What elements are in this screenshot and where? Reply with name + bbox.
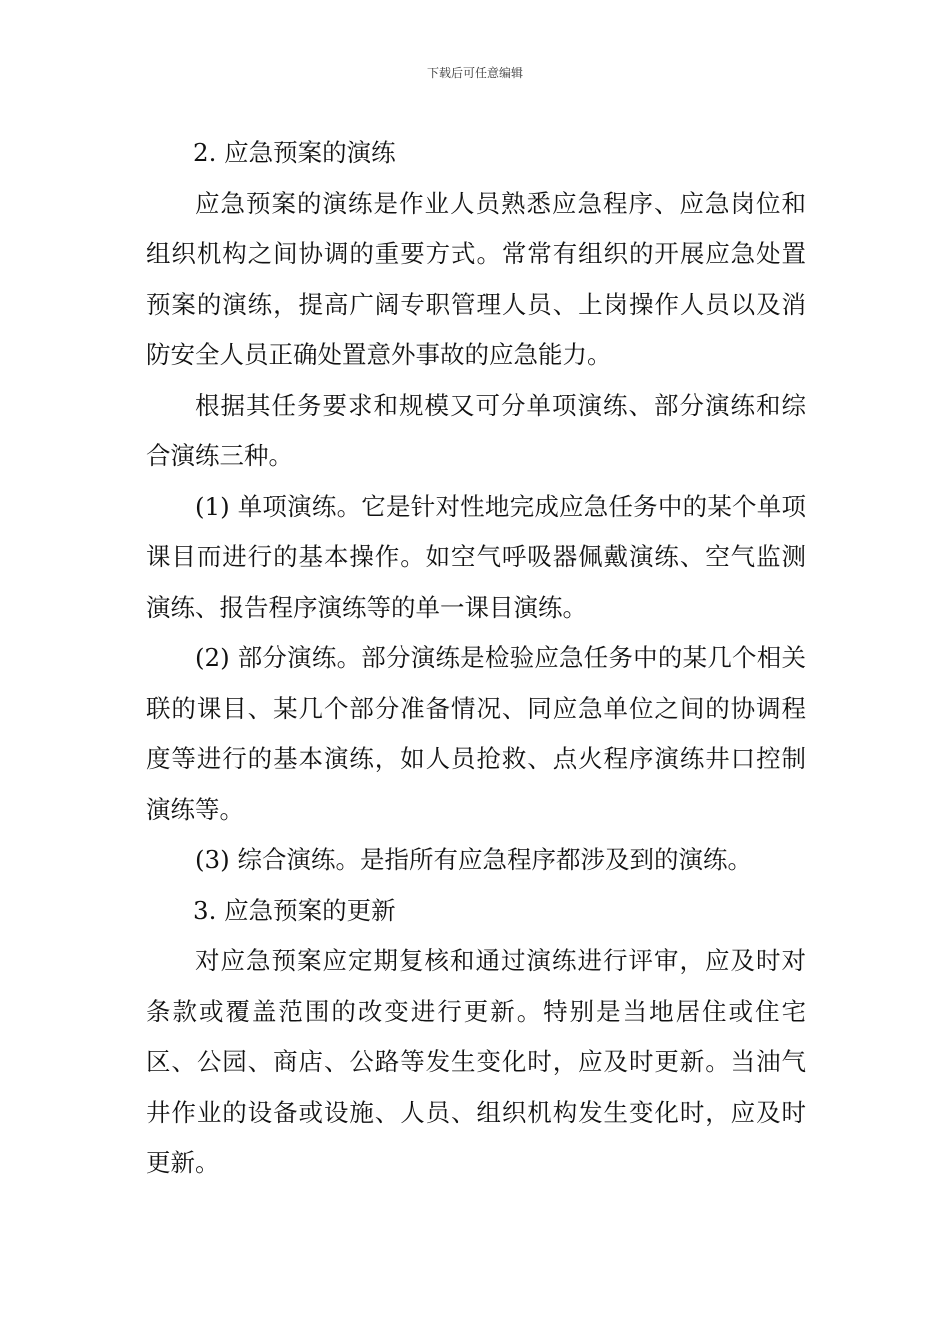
section-3-heading: 3. 应急预案的更新 (193, 895, 396, 925)
section-3-paragraph-1: 对应急预案应定期复核和通过演练进行评审，应及时对条款或覆盖范围的改变进行更新。特别是当地居住或住宅区、公园、商店、公路等发生变化时，应及时更新。当油气井作业的设备或设施、人员、组织机构发生变化时，应及时更新。 (146, 946, 806, 1177)
section-2-paragraph-2: 根据其任务要求和规模又可分单项演练、部分演练和综合演练三种。 (146, 390, 806, 470)
page-header-note: 下载后可任意编辑 (426, 66, 523, 80)
section-2-heading: 2. 应急预案的演练 (193, 138, 396, 167)
section-2-paragraph-1: 应急预案的演练是作业人员熟悉应急程序、应急岗位和组织机构之间协调的重要方式。常常有组织的开展应急处置预案的演练，提高广阔专职管理人员、上岗操作人员以及消防安全人员正确处置意外事故的应急能力。 (146, 188, 806, 369)
document-body (146, 128, 806, 1189)
section-2-item-3: (3) 综合演练。是指所有应急程序都涉及到的演练。 (195, 845, 752, 874)
section-2-item-1: (1) 单项演练。它是针对性地完成应急任务中的某个单项课目而进行的基本操作。如空气呼吸器佩戴演练、空气监测演练、报告程序演练等的单一课目演练。 (146, 491, 806, 622)
section-2-item-2: (2) 部分演练。部分演练是检验应急任务中的某几个相关联的课目、某几个部分准备情况、同应急单位之间的协调程度等进行的基本演练，如人员抢救、点火程序演练井口控制演练等。 (146, 643, 806, 824)
